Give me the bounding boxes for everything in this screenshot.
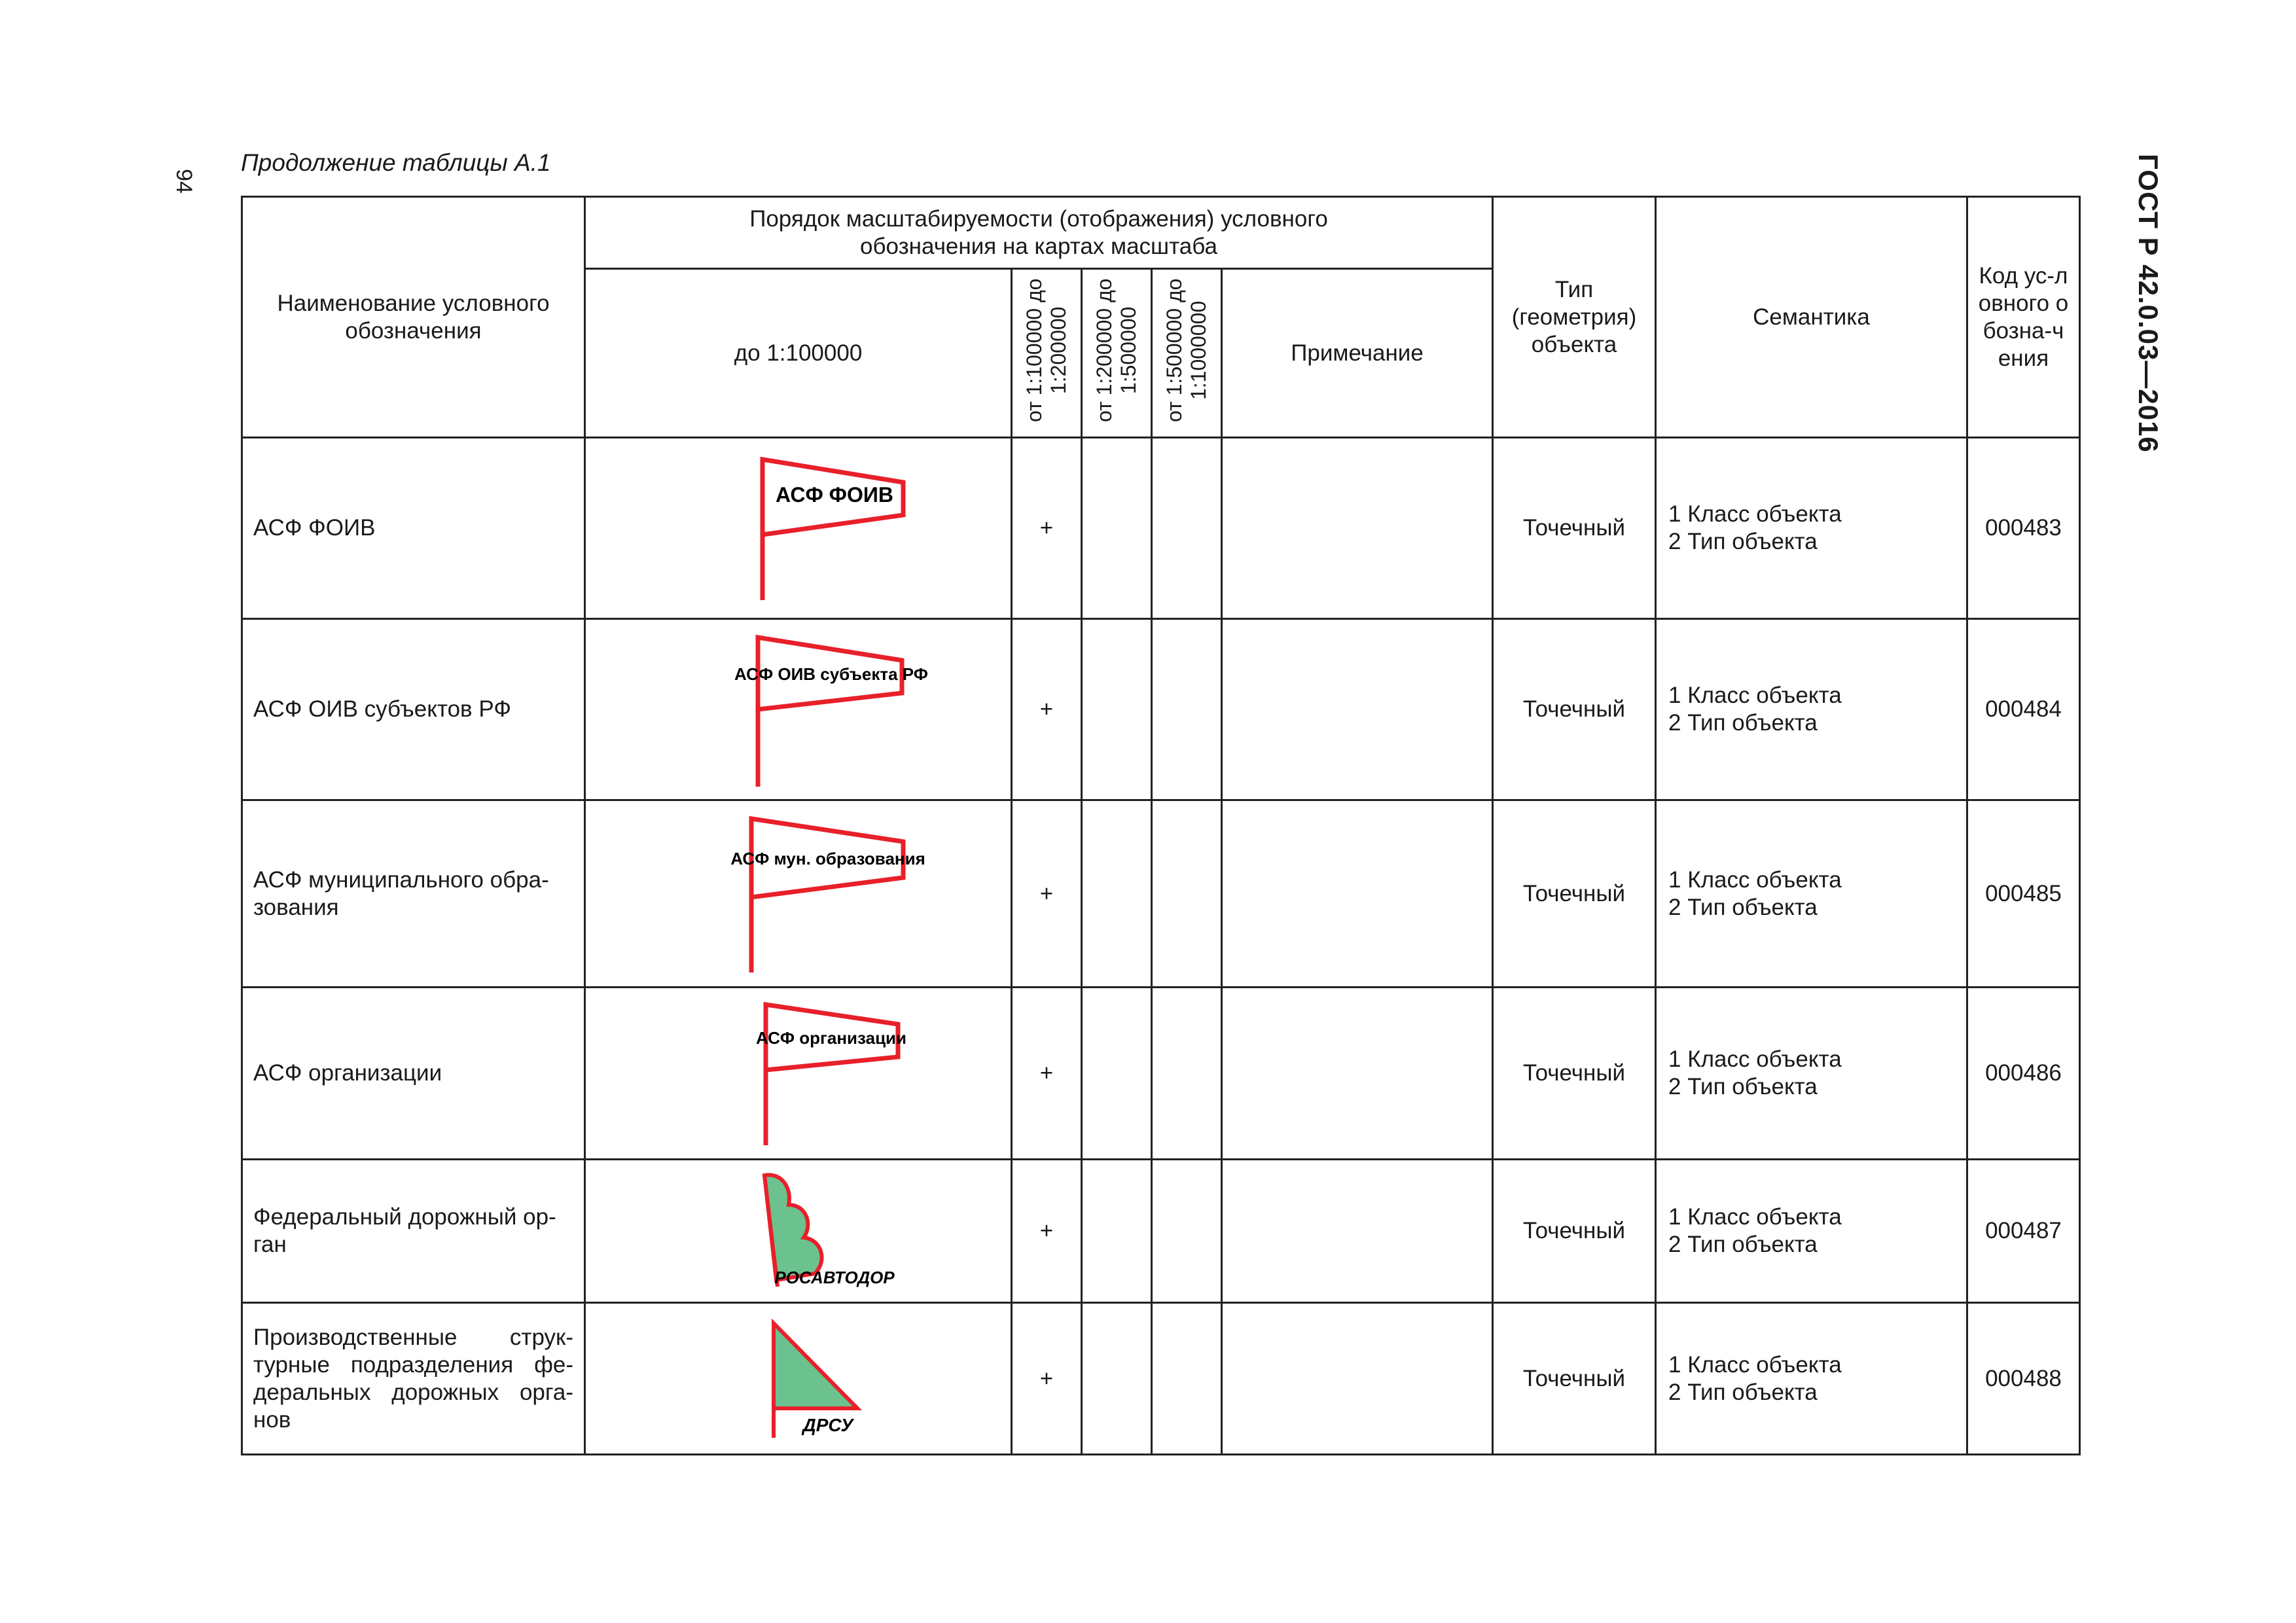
header-scale-1m: от 1:500000 до 1:1000000 bbox=[1152, 269, 1222, 438]
symbol-name: Федеральный дорожный ор-ган bbox=[242, 1160, 585, 1303]
scale-mark: + bbox=[1012, 438, 1082, 619]
road-agency-symbol-icon bbox=[661, 1162, 936, 1300]
object-type: Точечный bbox=[1493, 1303, 1656, 1455]
table-row bbox=[242, 988, 2080, 1160]
symbol-code: 000483 bbox=[1967, 438, 2080, 619]
svg-text:АСФ мун. образования: АСФ мун. образования bbox=[730, 848, 925, 868]
semantics: 1 Класс объекта 2 Тип объекта bbox=[1656, 1303, 1967, 1455]
symbol-image bbox=[585, 800, 1012, 988]
symbol-name: АСФ ФОИВ bbox=[242, 438, 585, 619]
semantics: 1 Класс объекта 2 Тип объекта bbox=[1656, 619, 1967, 800]
symbol-code: 000484 bbox=[1967, 619, 2080, 800]
svg-text:АСФ ФОИВ: АСФ ФОИВ bbox=[775, 483, 893, 507]
table-row bbox=[242, 619, 2080, 800]
table-row bbox=[242, 1303, 2080, 1455]
table-row bbox=[242, 438, 2080, 619]
symbol-name: АСФ муниципального обра-зования bbox=[242, 800, 585, 988]
header-name: Наименование условного обозначения bbox=[242, 197, 585, 438]
object-type: Точечный bbox=[1493, 1160, 1656, 1303]
object-type: Точечный bbox=[1493, 619, 1656, 800]
symbols-table bbox=[241, 196, 2081, 1455]
flag-symbol-icon bbox=[661, 443, 936, 613]
page-number: 94 bbox=[171, 169, 196, 194]
header-semantics: Семантика bbox=[1656, 197, 1967, 438]
symbol-image bbox=[585, 438, 1012, 619]
svg-text:АСФ ОИВ субъекта РФ: АСФ ОИВ субъекта РФ bbox=[734, 664, 928, 684]
flag-symbol-icon bbox=[661, 624, 936, 794]
symbol-code: 000488 bbox=[1967, 1303, 2080, 1455]
table-caption: Продолжение таблицы А.1 bbox=[241, 149, 551, 176]
header-scale-200k: от 1:100000 до 1:200000 bbox=[1012, 269, 1082, 438]
flag-symbol-icon bbox=[661, 991, 936, 1155]
header-scale-group: Порядок масштабируемости (отображения) условного обозначения на картах масштаба bbox=[585, 197, 1493, 269]
standard-title: ГОСТ Р 42.0.03—2016 bbox=[2133, 154, 2164, 453]
svg-text:РОСАВТОДОР: РОСАВТОДОР bbox=[774, 1268, 895, 1287]
header-type: Тип (геометрия) объекта bbox=[1493, 197, 1656, 438]
table-row bbox=[242, 800, 2080, 988]
header-scale-100k: до 1:100000 bbox=[585, 269, 1012, 438]
symbol-name: Производственные струк-турные подразделения фе-деральных дорожных орга-нов bbox=[242, 1303, 585, 1455]
symbol-name: АСФ организации bbox=[242, 988, 585, 1160]
object-type: Точечный bbox=[1493, 988, 1656, 1160]
scale-mark: + bbox=[1012, 619, 1082, 800]
table-row bbox=[242, 1160, 2080, 1303]
semantics: 1 Класс объекта 2 Тип объекта bbox=[1656, 800, 1967, 988]
symbol-image bbox=[585, 988, 1012, 1160]
scale-mark: + bbox=[1012, 1303, 1082, 1455]
object-type: Точечный bbox=[1493, 438, 1656, 619]
object-type: Точечный bbox=[1493, 800, 1656, 988]
symbol-image bbox=[585, 1160, 1012, 1303]
header-scale-500k: от 1:200000 до 1:500000 bbox=[1082, 269, 1152, 438]
symbol-image bbox=[585, 1303, 1012, 1455]
header-code: Код ус-ловного обозна-чения bbox=[1967, 197, 2080, 438]
triangle-symbol-icon bbox=[661, 1307, 936, 1451]
svg-text:АСФ организации: АСФ организации bbox=[755, 1028, 906, 1048]
scale-mark: + bbox=[1012, 1160, 1082, 1303]
scale-mark: + bbox=[1012, 988, 1082, 1160]
svg-text:ДРСУ: ДРСУ bbox=[802, 1414, 853, 1435]
semantics: 1 Класс объекта 2 Тип объекта bbox=[1656, 438, 1967, 619]
header-note: Примечание bbox=[1222, 269, 1493, 438]
flag-symbol-icon bbox=[658, 806, 939, 982]
scale-mark: + bbox=[1012, 800, 1082, 988]
symbol-code: 000487 bbox=[1967, 1160, 2080, 1303]
symbol-code: 000485 bbox=[1967, 800, 2080, 988]
symbol-name: АСФ ОИВ субъектов РФ bbox=[242, 619, 585, 800]
semantics: 1 Класс объекта 2 Тип объекта bbox=[1656, 1160, 1967, 1303]
symbol-code: 000486 bbox=[1967, 988, 2080, 1160]
semantics: 1 Класс объекта 2 Тип объекта bbox=[1656, 988, 1967, 1160]
symbol-image bbox=[585, 619, 1012, 800]
